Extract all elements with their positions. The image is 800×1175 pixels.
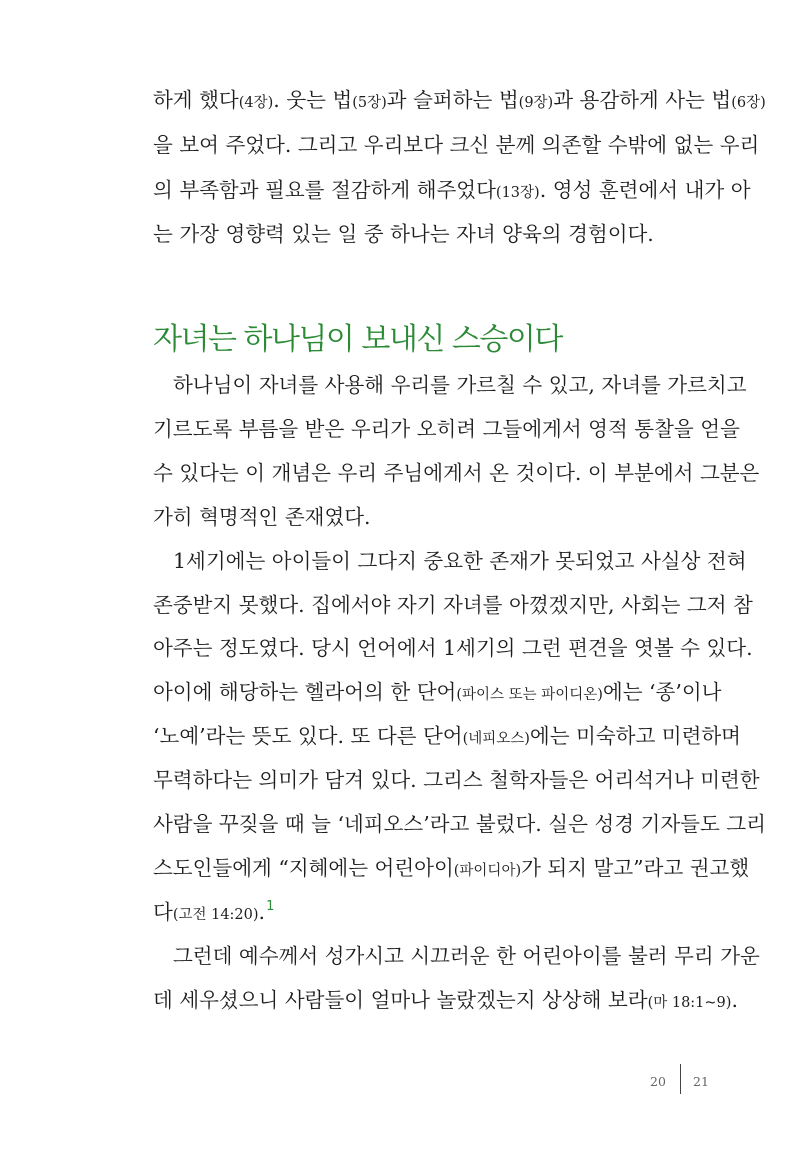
body-text: 다	[153, 899, 173, 924]
body-text: 아주는 정도였다. 당시 언어에서 1세기의 그런 편견을 엿볼 수 있다.	[153, 636, 753, 661]
page-number-left: 20	[650, 1074, 666, 1089]
citation-text: (4장)	[238, 95, 274, 111]
citation-text: (네피오스)	[462, 731, 530, 748]
body-text: . 웃는 법	[273, 88, 353, 112]
text-line	[153, 848, 750, 888]
body-text: 1세기에는 아이들이 그다지 중요한 존재가 못되었고 사실상 전혀	[173, 548, 747, 573]
text-line	[153, 170, 751, 210]
body-text: 과 슬퍼하는 법	[386, 88, 519, 112]
body-text: 과 용감하게 사는 법	[553, 88, 732, 112]
body-text: 가 되지 말고”라고 권고했	[521, 855, 750, 880]
page-number-right: 21	[693, 1074, 709, 1089]
text-line	[173, 365, 747, 405]
section-heading: 자녀는 하나님이 보내신 스승이다	[153, 322, 562, 357]
text-line	[153, 80, 766, 120]
text-line	[153, 760, 760, 800]
body-text: ‘노예’라는 뜻도 있다. 또 다른 단어	[153, 724, 463, 749]
body-text: 가히 혁명적인 존재였다.	[153, 504, 371, 529]
text-line	[153, 892, 710, 932]
citation-text: (마 18:1~9)	[647, 994, 732, 1011]
body-text: 하게 했다	[153, 88, 239, 112]
text-line	[153, 804, 766, 844]
text-line	[153, 453, 760, 493]
citation-text: (9장)	[518, 95, 554, 111]
body-text: 하나님이 자녀를 사용해 우리를 가르칠 수 있고, 자녀를 가르치고	[173, 373, 747, 397]
body-text: 스도인들에게 “지혜에는 어린아이	[153, 855, 454, 880]
body-text: 을 보여 주었다. 그리고 우리보다 크신 분께 의존할 수밖에 없는 우리	[153, 133, 760, 157]
citation-text: (파이스 또는 파이디온)	[456, 687, 603, 704]
body-text: 존중받지 못했다. 집에서야 자기 자녀를 아꼈겠지만, 사회는 그저 참	[153, 592, 753, 617]
text-line	[153, 628, 753, 668]
citation-text: (파이디아)	[453, 862, 522, 879]
body-text: 아이에 해당하는 헬라어의 한 단어	[153, 680, 457, 705]
body-text: 사람을 꾸짖을 때 늘 ‘네피오스’라고 불렀다. 실은 성경 기자들도 그리	[153, 812, 766, 836]
body-text: 의 부족함과 필요를 절감하게 해주었다	[153, 178, 496, 202]
text-line	[153, 125, 760, 165]
text-line	[153, 214, 710, 254]
body-text: . 영성 훈련에서 내가 아	[539, 178, 751, 202]
text-line	[153, 980, 738, 1020]
text-line	[153, 716, 741, 756]
body-text: 데 세우셨으니 사람들이 얼마나 놀랐겠는지 상상해 보라	[153, 987, 648, 1012]
text-line	[173, 541, 747, 581]
text-line	[173, 936, 760, 976]
citation-text: (5장)	[352, 95, 387, 111]
body-text: 에는 ‘종’이나	[602, 680, 722, 705]
body-text: .	[258, 899, 266, 924]
body-text: 에는 미숙하고 미련하며	[529, 724, 741, 749]
body-text: 수 있다는 이 개념은 우리 주님에게서 온 것이다. 이 부분에서 그분은	[153, 460, 760, 485]
text-line	[153, 585, 753, 625]
body-text: 무력하다는 의미가 담겨 있다. 그리스 철학자들은 어리석거나 미련한	[153, 768, 760, 793]
body-text: .	[731, 987, 738, 1012]
body-text: 그런데 예수께서 성가시고 시끄러운 한 어린아이를 불러 무리 가운	[173, 943, 760, 968]
citation-text: (6장)	[731, 95, 766, 111]
citation-text: (고전 14:20)	[172, 906, 259, 923]
footnote-marker[interactable]: 1	[266, 898, 275, 914]
page-number-divider	[680, 1064, 681, 1094]
body-text: 기르도록 부름을 받은 우리가 오히려 그들에게서 영적 통찰을 얻을	[153, 416, 740, 441]
text-line	[153, 672, 722, 712]
text-line	[153, 409, 740, 449]
body-text: 는 가장 영향력 있는 일 중 하나는 자녀 양육의 경험이다.	[153, 222, 654, 246]
text-line	[153, 497, 710, 537]
citation-text: (13장)	[495, 185, 540, 201]
